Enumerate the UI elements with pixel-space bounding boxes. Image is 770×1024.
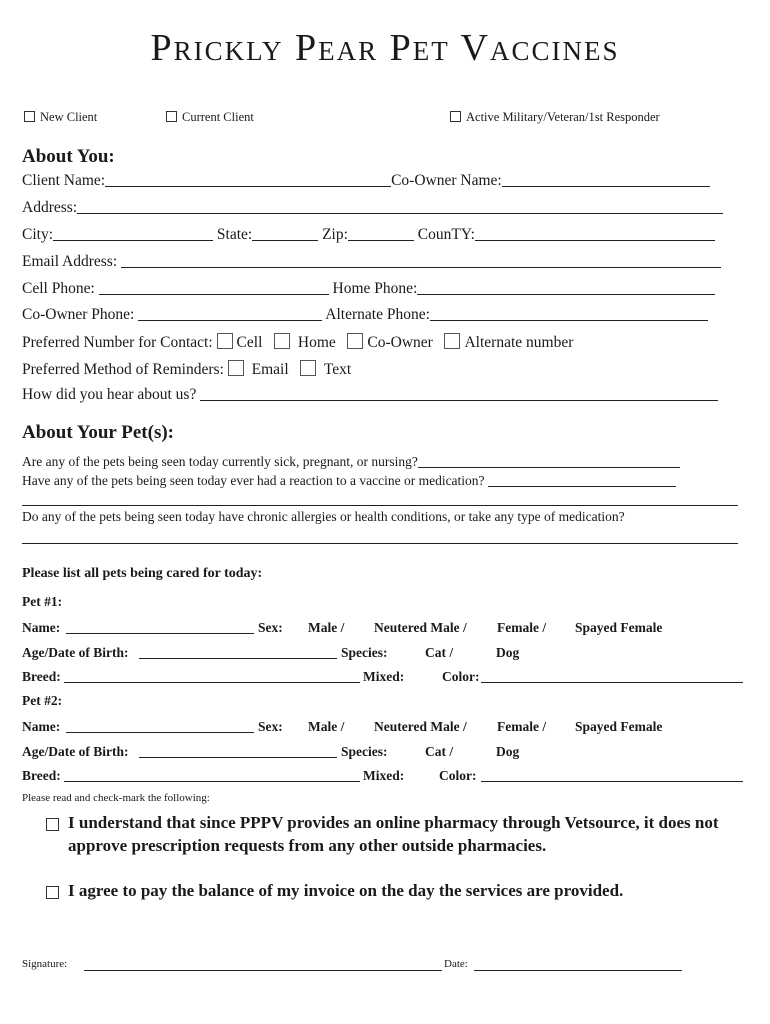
client-name-row (22, 172, 710, 190)
alternate-phone-label: Alternate Phone: (325, 306, 430, 323)
pet1-species-dog[interactable]: Dog (496, 645, 520, 660)
pet1-name-field[interactable] (66, 633, 254, 634)
new-client-label: New Client (40, 110, 98, 124)
military-checkbox[interactable] (450, 111, 461, 122)
pet1-color-field[interactable] (481, 682, 743, 683)
co-owner-name-label: Co-Owner Name: (391, 172, 502, 189)
phone-row (22, 280, 715, 298)
pet1-species-cat[interactable]: Cat / (425, 645, 454, 660)
reaction-question-label: Have any of the pets being seen today ever had a reaction to a vaccine or medication? (22, 473, 485, 488)
cell-option-label: Cell (236, 334, 263, 351)
about-you-heading: About You: (22, 146, 115, 167)
pet1-sex-neutered-male[interactable]: Neutered Male / (374, 620, 467, 635)
home-phone-field[interactable] (417, 280, 715, 295)
chronic-answer-line[interactable] (22, 543, 738, 544)
cell-phone-label: Cell Phone: (22, 280, 95, 297)
co-owner-phone-label: Co-Owner Phone: (22, 306, 135, 323)
military-option[interactable] (450, 110, 660, 125)
hear-about-label: How did you hear about us? (22, 386, 197, 403)
state-label: State: (216, 226, 253, 243)
pet2-species-cat[interactable]: Cat / (425, 744, 454, 759)
pet1-breed-field[interactable] (64, 682, 360, 683)
home-option-label: Home (297, 334, 336, 351)
pet2-sex-neutered-male[interactable]: Neutered Male / (374, 719, 467, 734)
email-checkbox[interactable] (228, 360, 244, 376)
cell-checkbox[interactable] (217, 333, 233, 349)
address-field[interactable] (77, 199, 723, 214)
preferred-method-row (22, 360, 351, 379)
pet1-heading: Pet #1: (22, 594, 63, 609)
reaction-answer-line[interactable] (22, 505, 738, 506)
pet1-age-field[interactable] (139, 658, 337, 659)
sick-question-row (22, 453, 680, 470)
signature-label: Signature: (22, 958, 68, 970)
address-row (22, 199, 723, 217)
pet2-species-dog[interactable]: Dog (496, 744, 520, 759)
co-owner-name-field[interactable] (502, 172, 710, 187)
current-client-checkbox[interactable] (166, 111, 177, 122)
preferred-method-label: Preferred Method of Reminders: (22, 361, 224, 378)
signature-field[interactable] (84, 970, 442, 971)
pet2-age-field[interactable] (139, 757, 337, 758)
current-client-label: Current Client (182, 110, 254, 124)
zip-label: Zip: (322, 226, 348, 243)
pet1-age-label: Age/Date of Birth: (22, 645, 129, 660)
text-checkbox[interactable] (300, 360, 316, 376)
alternate-phone-field[interactable] (430, 306, 708, 321)
pet1-breed-label: Breed: (22, 669, 61, 684)
email-field[interactable] (121, 253, 721, 268)
city-label: City: (22, 226, 54, 243)
pet2-color-field[interactable] (481, 781, 743, 782)
acknowledgement-instruction: Please read and check-mark the following: (22, 792, 210, 804)
sick-question-label: Are any of the pets being seen today currently sick, pregnant, or nursing? (22, 454, 418, 469)
pharmacy-statement-line2: approve prescription requests from any other outside pharmacies. (68, 836, 547, 855)
pet2-breed-field[interactable] (64, 781, 360, 782)
pet2-species-label: Species: (341, 744, 388, 759)
pet1-mixed-label: Mixed: (363, 669, 405, 684)
chronic-question-label: Do any of the pets being seen today have chronic allergies or health conditions, or take any type of medication? (22, 509, 625, 524)
client-name-field[interactable] (105, 172, 391, 187)
about-pets-heading: About Your Pet(s): (22, 422, 174, 443)
co-owner-phone-field[interactable] (138, 306, 322, 321)
address-label: Address: (22, 199, 78, 216)
co-owner-option-label: Co-Owner (367, 334, 433, 351)
client-name-label: Client Name: (22, 172, 106, 189)
email-option-label: Email (251, 361, 289, 378)
reaction-question-row (22, 472, 676, 489)
county-label: CounTY: (417, 226, 475, 243)
email-label: Email Address: (22, 253, 118, 270)
pet2-sex-male[interactable]: Male / (308, 719, 345, 734)
preferred-number-row (22, 333, 573, 352)
home-phone-label: Home Phone: (332, 280, 418, 297)
military-label: Active Military/Veteran/1st Responder (466, 110, 660, 124)
pet2-heading: Pet #2: (22, 693, 63, 708)
current-client-option[interactable] (166, 110, 254, 125)
hear-about-row (22, 386, 718, 404)
pet1-species-label: Species: (341, 645, 388, 660)
state-field[interactable] (252, 226, 318, 241)
pet2-name-label: Name: (22, 719, 61, 734)
pet1-sex-female[interactable]: Female / (497, 620, 547, 635)
pet2-color-label: Color: (439, 768, 477, 783)
co-owner-phone-row (22, 306, 708, 324)
new-client-checkbox[interactable] (24, 111, 35, 122)
pet1-sex-spayed-female[interactable]: Spayed Female (575, 620, 663, 635)
co-owner-checkbox[interactable] (347, 333, 363, 349)
pet2-sex-spayed-female[interactable]: Spayed Female (575, 719, 663, 734)
pet1-color-label: Color: (442, 669, 480, 684)
pharmacy-statement-line1: I understand that since PPPV provides an online pharmacy through Vetsource, it does not (68, 813, 719, 832)
pet2-age-label: Age/Date of Birth: (22, 744, 129, 759)
pet2-sex-female[interactable]: Female / (497, 719, 547, 734)
pet2-name-field[interactable] (66, 732, 254, 733)
alternate-number-checkbox[interactable] (444, 333, 460, 349)
pharmacy-checkbox[interactable] (46, 816, 59, 835)
pet-list-prompt: Please list all pets being cared for today: (22, 566, 263, 581)
county-field[interactable] (475, 226, 715, 241)
new-client-option[interactable] (24, 110, 97, 125)
city-field[interactable] (53, 226, 213, 241)
city-row (22, 226, 715, 244)
payment-checkbox[interactable] (46, 884, 59, 903)
email-row (22, 253, 721, 271)
cell-phone-field[interactable] (99, 280, 329, 295)
alternate-number-option-label: Alternate number (464, 334, 574, 351)
page-title: Prickly Pear Pet Vaccines (150, 27, 620, 69)
zip-field[interactable] (348, 226, 414, 241)
pet1-name-label: Name: (22, 620, 61, 635)
reaction-question-field[interactable] (488, 472, 676, 487)
pet2-mixed-label: Mixed: (363, 768, 405, 783)
date-label: Date: (444, 958, 468, 970)
hear-about-field[interactable] (200, 386, 718, 401)
payment-statement: I agree to pay the balance of my invoice on the day the services are provided. (68, 881, 624, 900)
pet1-sex-male[interactable]: Male / (308, 620, 345, 635)
preferred-number-label: Preferred Number for Contact: (22, 334, 213, 351)
date-field[interactable] (474, 970, 682, 971)
pet2-breed-label: Breed: (22, 768, 61, 783)
text-option-label: Text (323, 361, 352, 378)
pet2-sex-label: Sex: (258, 719, 283, 734)
pet1-sex-label: Sex: (258, 620, 283, 635)
sick-question-field[interactable] (418, 453, 680, 468)
home-checkbox[interactable] (274, 333, 290, 349)
